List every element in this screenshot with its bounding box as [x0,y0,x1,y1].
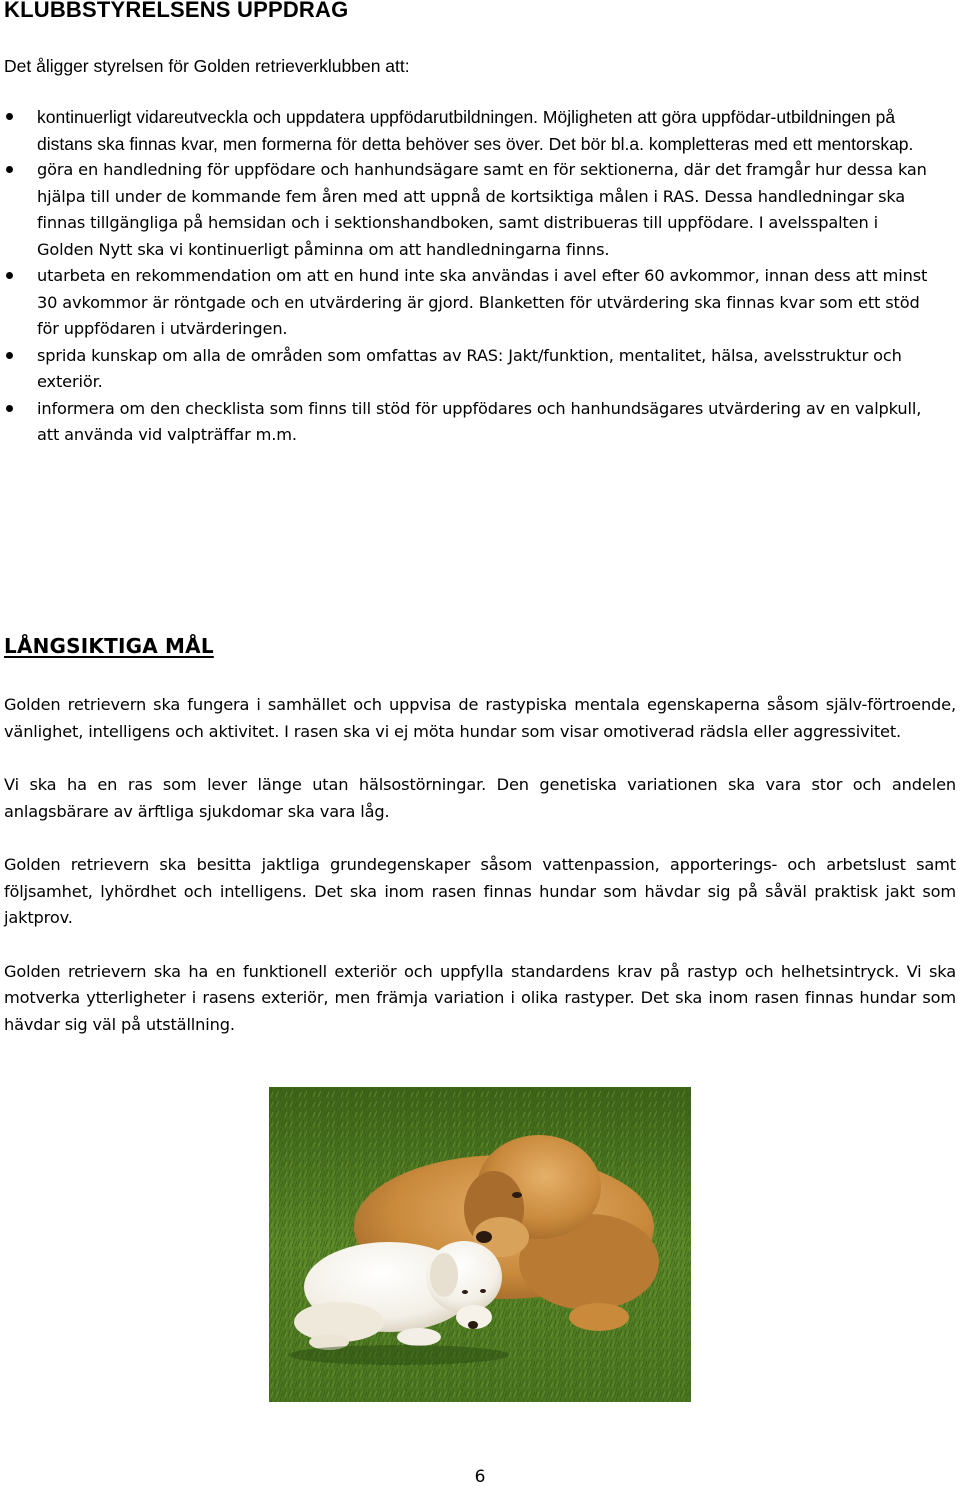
bullet-icon [6,272,13,279]
bullet-icon [6,113,13,120]
list-item-text: göra en handledning för uppfödare och hanhundsägare samt en för sektionerna, där det framgår hur dessa kan hjälpa till under de kommande fem åren med att uppnå de kortsiktiga målen i RAS. Dessa handledningar ska finnas tillgängliga på hemsidan och i sektionshandboken, samt distribueras till uppfödare. I avelsspalten i Golden Nytt ska vi kontinuerligt påminna om att handledningarna finns. [37,160,927,259]
list-item [0,157,930,263]
bullet-icon [6,405,13,412]
list-item-text: utarbeta en rekommendation om att en hund inte ska användas i avel efter 60 avkommor, innan dess att minst 30 avkommor är röntgade och en utvärdering är gjord. Blanketten för utvärdering ska finnas kvar som ett stöd för uppfödaren i utvärderingen. [37,266,928,338]
section-heading-long-term-goals: LÅNGSIKTIGA MÅL [4,634,214,658]
section-heading-board-tasks: KLUBBSTYRELSENS UPPDRAG [4,0,349,22]
intro-text: Det åligger styrelsen för Golden retrieverklubben att: [4,56,410,76]
body-paragraph: Golden retrievern ska fungera i samhället och uppvisa de rastypiska mentala egenskaperna såsom själv-förtroende, vänlighet, intelligens och aktivitet. I rasen ska vi ej möta hundar som visar omotiverad rädsla eller aggressivitet. [4,695,956,741]
list-item [0,104,930,157]
page-number: 6 [474,1467,486,1487]
list-item [0,396,930,449]
list-item [0,263,930,343]
list-item-text: kontinuerligt vidareutveckla och uppdatera uppfödarutbildningen. Möjligheten att göra uppfödar-utbildningen på distans ska finnas kvar, men formerna för detta behöver ses över. Det bör bl.a. kompletteras med ett mentorskap. [37,107,914,154]
body-paragraph: Golden retrievern ska ha en funktionell exteriör och uppfylla standardens krav på rastyp och helhetsintryck. Vi ska motverka ytterligheter i rasens exteriör, men främja variation i olika rastyper. Det ska inom rasen finnas hundar som hävdar sig väl på utställning. [4,961,956,1034]
body-paragraph: Vi ska ha en ras som lever länge utan hälsostörningar. Den genetiska variationen ska vara stor och andelen anlagsbärare av ärftliga sjukdomar ska vara låg. [4,775,956,821]
bullet-icon [6,166,13,173]
list-item [0,343,930,396]
body-paragraph: Golden retrievern ska besitta jaktliga grundegenskaper såsom vattenpassion, apporterings- och arbetslust samt följsamhet, lyhördhet och intelligens. Det ska inom rasen finnas hundar som hävdar sig på såväl praktisk jakt som jaktprov. [4,855,956,927]
list-item-text: sprida kunskap om alla de områden som omfattas av RAS: Jakt/funktion, mentalitet, hälsa, avelsstruktur och exteriör. [37,345,902,391]
list-item-text: informera om den checklista som finns till stöd för uppfödares och hanhundsägares utvärdering av en valpkull, att använda vid valpträffar m.m. [37,398,922,444]
dogs-photo [269,1087,691,1402]
goals-body [4,692,956,1065]
bullet-icon [6,352,13,359]
task-list [0,104,930,449]
